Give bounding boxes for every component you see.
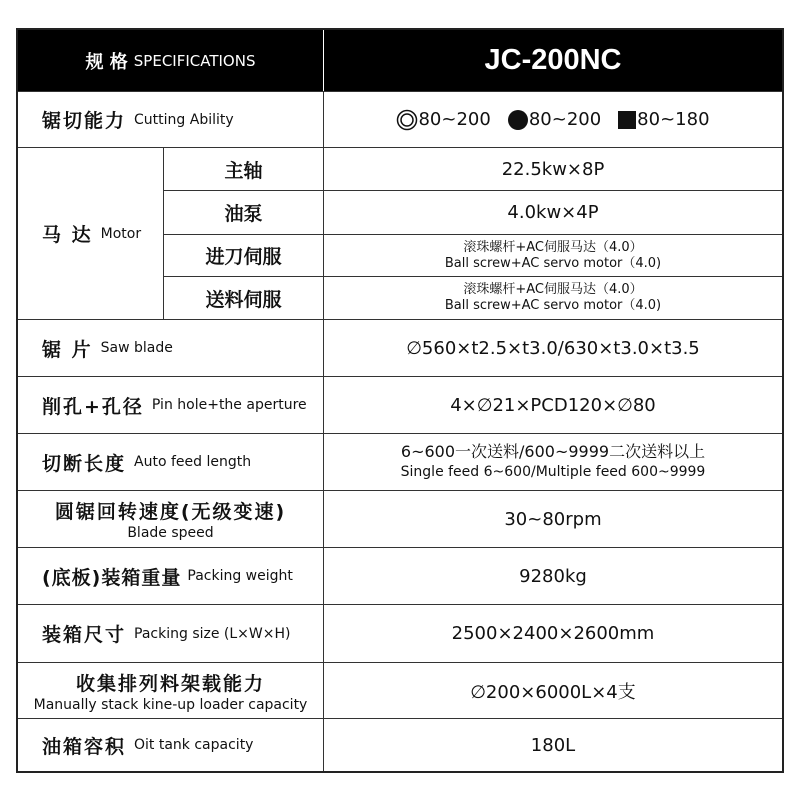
- loader-capacity-label: 收集排列料架载能力 Manually stack kine-up loader capacity: [33, 672, 308, 713]
- ability-round-tube: 80~200: [396, 109, 490, 131]
- pin-hole-value: 4×∅21×PCD120×∅80: [450, 394, 656, 416]
- oil-tank-value: 180L: [530, 734, 576, 756]
- blade-speed-value: 30~80rpm: [504, 508, 602, 530]
- row-divider: [18, 147, 782, 148]
- motor-spindle-label: 主轴: [224, 159, 263, 182]
- row-divider: [164, 190, 782, 191]
- ability-round-bar: 80~200: [507, 109, 601, 131]
- row-divider: [18, 433, 782, 434]
- packing-weight-value: 9280kg: [519, 565, 587, 587]
- cutting-ability-label: 锯切能力 Cutting Ability: [42, 110, 234, 132]
- motor-oil-pump-label: 油泵: [224, 203, 263, 225]
- row-divider: [18, 91, 782, 92]
- row-divider: [18, 319, 782, 320]
- ability-square-bar: 80~180: [617, 109, 709, 130]
- motor-oil-pump-value: 4.0kw×4P: [507, 202, 599, 223]
- motor-feed-servo-label: 进刀伺服: [205, 246, 282, 268]
- row-divider: [18, 662, 782, 663]
- specifications-table: [16, 28, 784, 773]
- model-name: JC-200NC: [484, 44, 622, 76]
- column-divider: [323, 91, 324, 771]
- row-divider: [18, 376, 782, 377]
- packing-weight-label: (底板)装箱重量 Packing weight: [42, 566, 293, 589]
- feed-length-value: 6~600一次送料/600~9999二次送料以上 Single feed 6~600/Multiple feed 600~9999: [400, 442, 706, 480]
- packing-size-label: 装箱尺寸 Packing size (L×W×H): [42, 624, 291, 646]
- row-divider: [18, 718, 782, 719]
- row-divider: [18, 547, 782, 548]
- header-spec-en: SPECIFICATIONS: [133, 51, 256, 70]
- header-spec-zh: 规 格: [85, 51, 128, 73]
- pin-hole-label: 削孔+孔径 Pin hole+the aperture: [42, 395, 307, 418]
- saw-blade-value: ∅560×t2.5×t3.0/630×t3.0×t3.5: [406, 337, 700, 359]
- row-divider: [164, 234, 782, 235]
- row-divider: [18, 490, 782, 491]
- oil-tank-label: 油箱容积 Oit tank capacity: [42, 735, 254, 758]
- motor-sub-divider: [163, 147, 164, 319]
- motor-feed-servo-value: 滚珠螺杆+AC伺服马达（4.0） Ball screw+AC servo motor（4.0): [444, 239, 662, 271]
- filled-square-icon: [617, 110, 637, 130]
- saw-blade-label: 锯 片 Saw blade: [42, 338, 173, 361]
- motor-spindle-value: 22.5kw×8P: [501, 158, 605, 180]
- row-divider: [18, 604, 782, 605]
- motor-material-servo-value: 滚珠螺杆+AC伺服马达（4.0） Ball screw+AC servo motor（4.0): [444, 282, 662, 313]
- blade-speed-label: 圆锯回转速度(无级变速) Blade speed: [54, 501, 287, 541]
- cutting-ability-value: [324, 92, 782, 147]
- column-divider: [323, 30, 324, 91]
- motor-material-servo-label: 送料伺服: [205, 288, 282, 311]
- loader-capacity-value: ∅200×6000L×4支: [470, 681, 636, 703]
- packing-size-value: 2500×2400×2600mm: [451, 623, 655, 644]
- feed-length-label: 切断长度 Auto feed length: [42, 452, 252, 475]
- circle-ring-icon: [396, 109, 418, 131]
- header-model-cell: [324, 30, 782, 91]
- motor-label: 马 达 Motor: [42, 224, 142, 246]
- header-spec-cell: [18, 30, 323, 91]
- row-divider: [164, 276, 782, 277]
- filled-circle-icon: [507, 109, 529, 131]
